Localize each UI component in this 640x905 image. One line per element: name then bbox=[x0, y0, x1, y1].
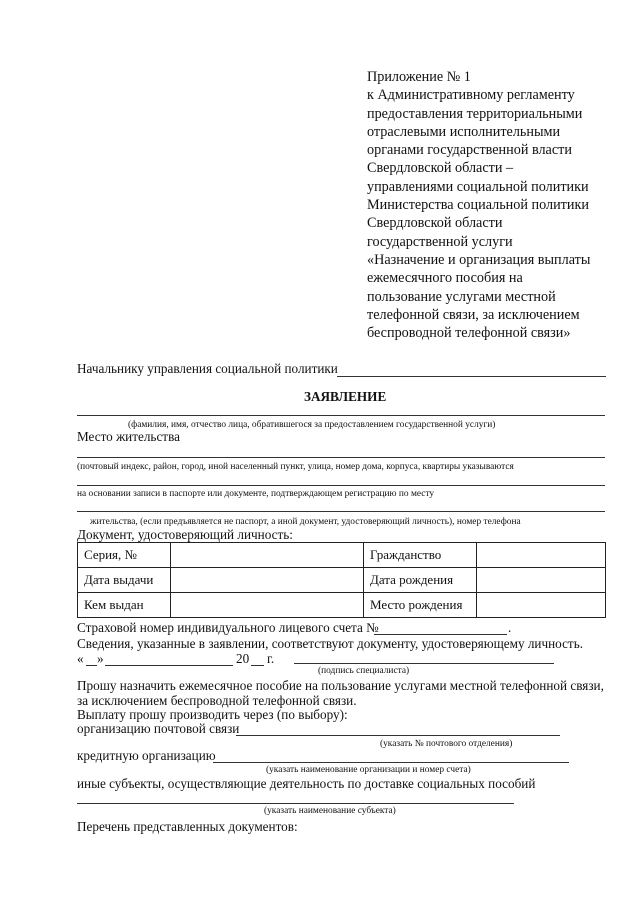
address-field-3[interactable] bbox=[77, 511, 605, 512]
id-document-label: Документ, удостоверяющий личность: bbox=[77, 527, 293, 542]
appendix-line: телефонной связи, за исключением bbox=[367, 306, 580, 323]
snils-label: Страховой номер индивидуального лицевого счета № bbox=[77, 620, 379, 635]
other-subjects-label: иные субъекты, осуществляющие деятельность по доставке социальных пособий bbox=[77, 776, 536, 791]
series-number-value[interactable] bbox=[171, 543, 364, 568]
table-row bbox=[78, 568, 606, 593]
snils-period: . bbox=[508, 620, 512, 635]
other-subjects-field[interactable] bbox=[77, 803, 514, 804]
credit-org-hint: (указать наименование организации и номер счета) bbox=[266, 765, 471, 775]
signature-hint: (подпись специалиста) bbox=[318, 666, 410, 676]
address-field-1[interactable] bbox=[77, 457, 605, 458]
birth-place-label: Место рождения bbox=[364, 593, 477, 618]
appendix-line: предоставления территориальными bbox=[367, 105, 583, 122]
appendix-line: «Назначение и организация выплаты bbox=[367, 251, 591, 268]
date-year-suffix: г. bbox=[267, 651, 275, 666]
appendix-line: государственной услуги bbox=[367, 233, 513, 250]
date-month-field[interactable] bbox=[105, 665, 233, 666]
id-document-table bbox=[77, 542, 606, 618]
address-hint-1: (почтовый индекс, район, город, иной населенный пункт, улица, номер дома, корпуса, квартиры указываются bbox=[77, 462, 514, 472]
appendix-line: ежемесячного пособия на bbox=[367, 270, 523, 287]
credit-org-field[interactable] bbox=[213, 762, 569, 763]
address-hint-3: жительства, (если предъявляется не паспорт, а иной документ, удостоверяющий личность), номер телефона bbox=[90, 517, 521, 527]
appendix-line: отраслевыми исполнительными bbox=[367, 123, 561, 140]
series-number-label: Серия, № bbox=[78, 543, 171, 568]
payment-method-label: Выплату прошу производить через (по выбору): bbox=[77, 707, 348, 722]
birth-date-label: Дата рождения bbox=[364, 568, 477, 593]
full-name-field[interactable] bbox=[77, 415, 605, 416]
date-open-quote: « bbox=[77, 651, 84, 666]
date-year-prefix: 20 bbox=[236, 651, 250, 666]
appendix-line: Свердловской области – bbox=[367, 160, 514, 177]
credit-org-label: кредитную организацию bbox=[77, 748, 216, 763]
appendix-line: пользование услугами местной bbox=[367, 288, 556, 305]
post-office-field[interactable] bbox=[236, 735, 560, 736]
issued-by-label: Кем выдан bbox=[78, 593, 171, 618]
date-year-field[interactable] bbox=[251, 665, 264, 666]
citizenship-value[interactable] bbox=[477, 543, 606, 568]
appendix-line: Министерства социальной политики bbox=[367, 197, 589, 214]
birth-date-value[interactable] bbox=[477, 568, 606, 593]
request-line-1: Прошу назначить ежемесячное пособие на пользование услугами местной телефонной связи, bbox=[77, 678, 604, 693]
signature-field[interactable] bbox=[294, 663, 554, 664]
appendix-line: Приложение № 1 bbox=[367, 69, 471, 85]
table-row bbox=[78, 593, 606, 618]
birth-place-value[interactable] bbox=[477, 593, 606, 618]
other-subjects-hint: (указать наименование субъекта) bbox=[264, 806, 396, 816]
appendix-line: к Административному регламенту bbox=[367, 87, 575, 104]
addressee-field[interactable] bbox=[337, 376, 606, 377]
documents-list-label: Перечень представленных документов: bbox=[77, 819, 298, 834]
issued-by-value[interactable] bbox=[171, 593, 364, 618]
appendix-block bbox=[367, 68, 590, 342]
info-statement: Сведения, указанные в заявлении, соответствуют документу, удостоверяющему личность. bbox=[77, 636, 584, 651]
post-office-hint: (указать № почтового отделения) bbox=[380, 739, 513, 749]
issue-date-label: Дата выдачи bbox=[78, 568, 171, 593]
full-name-hint: (фамилия, имя, отчество лица, обратившегося за предоставлением государственной услуги) bbox=[128, 420, 496, 430]
table-row bbox=[78, 543, 606, 568]
date-close-quote: » bbox=[97, 651, 104, 666]
appendix-line: беспроводной телефонной связи» bbox=[367, 325, 571, 342]
post-office-label: организацию почтовой связи bbox=[77, 721, 240, 736]
address-field-2[interactable] bbox=[77, 485, 605, 486]
addressee-label: Начальнику управления социальной политики bbox=[77, 361, 338, 376]
address-hint-2: на основании записи в паспорте или документе, подтверждающем регистрацию по месту bbox=[77, 489, 435, 499]
appendix-line: Свердловской области bbox=[367, 215, 503, 232]
appendix-line: управлениями социальной политики bbox=[367, 178, 589, 195]
request-line-2: за исключением беспроводной телефонной связи. bbox=[77, 693, 357, 708]
form-title: ЗАЯВЛЕНИЕ bbox=[304, 389, 387, 404]
citizenship-label: Гражданство bbox=[364, 543, 477, 568]
snils-field[interactable] bbox=[374, 634, 507, 635]
date-day-field[interactable] bbox=[86, 665, 97, 666]
appendix-line: органами государственной власти bbox=[367, 142, 572, 159]
issue-date-value[interactable] bbox=[171, 568, 364, 593]
residence-label: Место жительства bbox=[77, 429, 180, 444]
